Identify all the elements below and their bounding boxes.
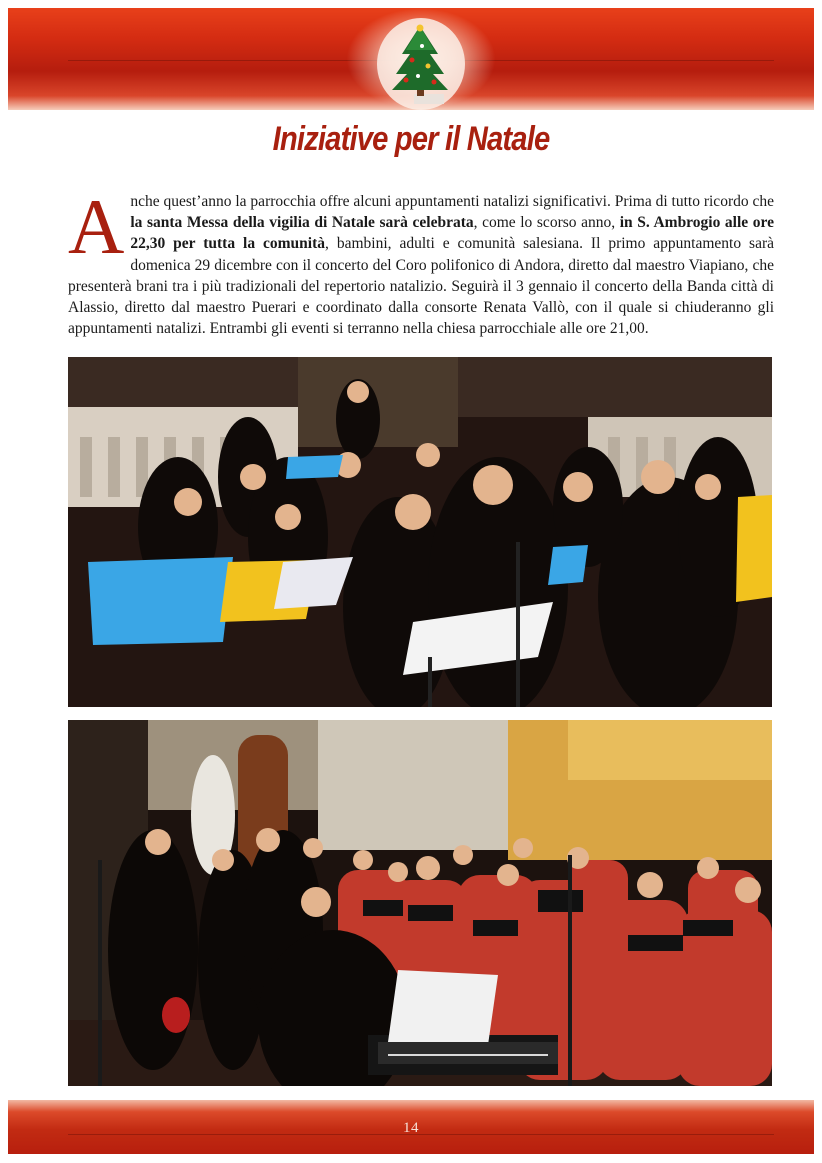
drop-cap: A [68, 183, 125, 270]
article-body [68, 183, 774, 339]
choir-concert-photo [68, 720, 772, 1086]
band-concert-photo [68, 357, 772, 707]
article-segment-bold: in S. Ambrogio alle ore 22,30 per tutta la comunità [130, 214, 774, 253]
band-concert-image [68, 357, 772, 707]
article-segment: nche quest’anno la parrocchia offre alcuni appuntamenti natalizi significativi. Prima di tutto ricordo che [130, 193, 774, 210]
footer-banner [8, 1100, 814, 1154]
article-segment-bold: la santa Messa della vigilia di Natale sarà celebrata [130, 214, 474, 232]
article-segment: , come lo scorso anno, [473, 214, 620, 232]
header-banner [8, 8, 814, 110]
page-title: Iniziative per il Natale [272, 120, 550, 158]
article-segment: , bambini, adulti e comunità salesiana. Il primo appuntamento sarà domenica 29 dicembre con il concerto del Coro polifonico di Andora, diretto dal maestro Viapiano, che presenterà brani tra i più tradizionali del repertorio natalizio. Seguirà il 3 gennaio il concerto della Banda città di Alassio, diretto dal maestro Puerari e coordinato dalla consorte Renata Vallò, con il quale si chiuderanno gli appuntamenti natalizi. Entrambi gli eventi si terranno nella chiesa parrocchiale alle ore 21,00. [68, 235, 774, 338]
choir-concert-image [68, 720, 772, 1086]
christmas-tree-icon [376, 16, 466, 110]
page-number: 14 [403, 1120, 419, 1136]
